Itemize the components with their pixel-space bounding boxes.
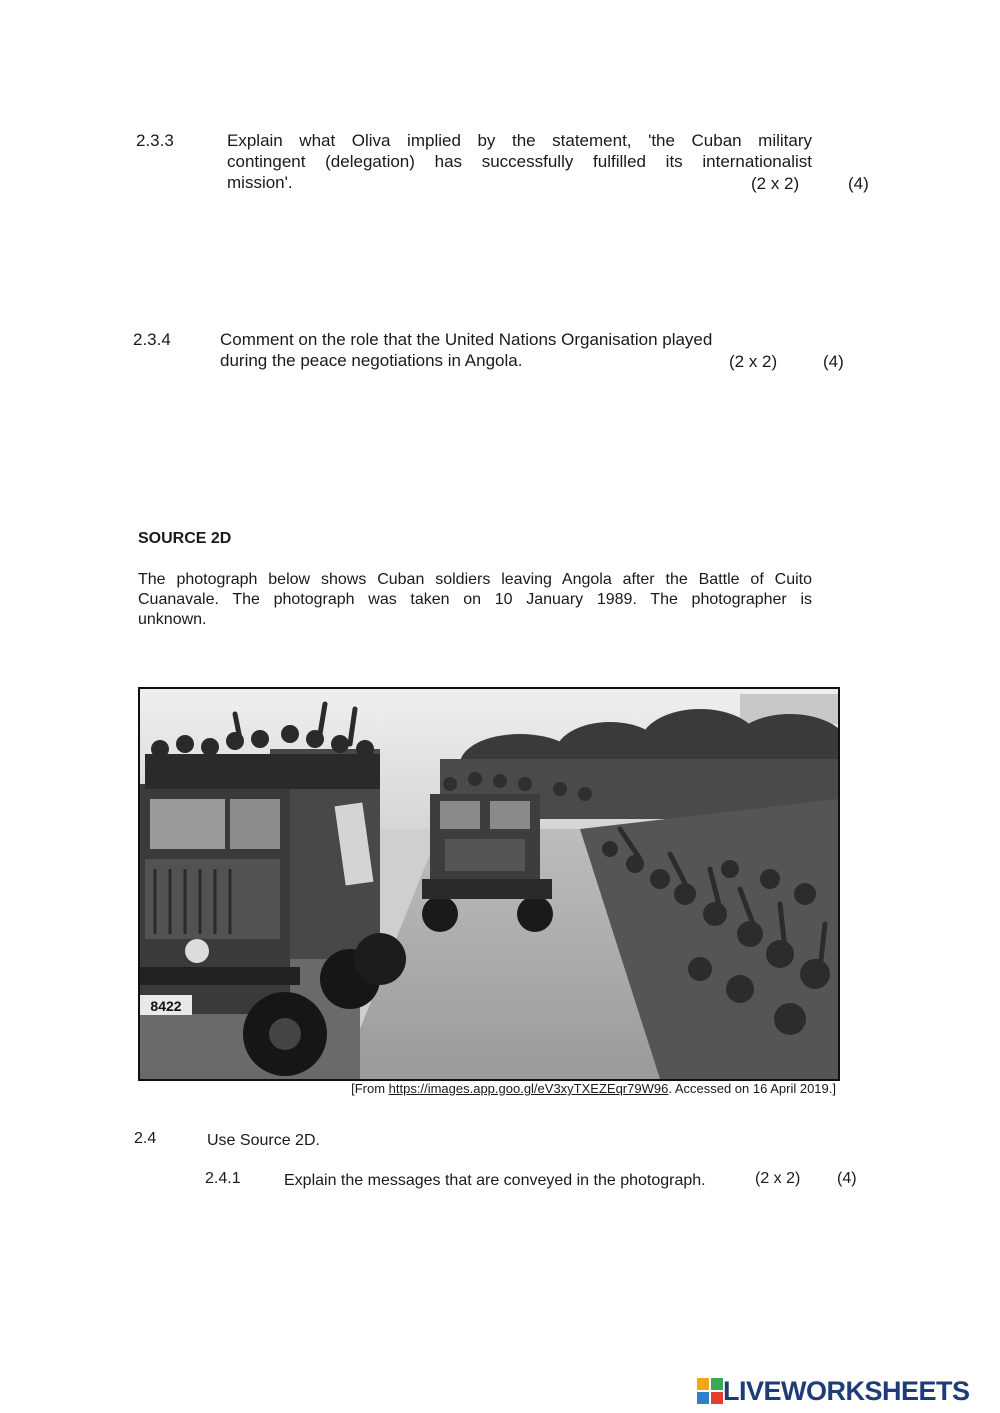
photo-caption	[138, 1081, 836, 1096]
question-number-2-3-3: 2.3.3	[136, 131, 174, 150]
question-text-2-3-3	[227, 130, 812, 193]
mark-total: (4)	[837, 1170, 857, 1187]
logo-icon	[697, 1378, 723, 1406]
source-text-line: unknown.	[138, 611, 207, 628]
source-heading: SOURCE 2D	[138, 530, 232, 547]
question-text-2-4-1: Explain the messages that are conveyed in the photograph.	[284, 1172, 706, 1189]
question-number-2-4: 2.4	[134, 1130, 157, 1147]
caption-suffix: . Accessed on 16 April 2019.]	[668, 1081, 836, 1096]
source-text-line: The photograph below shows Cuban soldiers leaving Angola after the Battle of Cuito	[138, 571, 812, 588]
mark-calculation: (2 x 2)	[755, 1170, 801, 1187]
liveworksheets-logo[interactable]	[697, 1376, 970, 1407]
mark-calculation: (2 x 2)	[729, 352, 778, 371]
mark-total: (4)	[848, 174, 869, 193]
caption-prefix: [From	[351, 1081, 389, 1096]
logo-text: LIVEWORKSHEETS	[723, 1376, 970, 1406]
question-text-line: Explain what Oliva implied by the statement, 'the Cuban military	[227, 131, 812, 150]
question-text-line: mission'.	[227, 173, 293, 192]
truck-number-plate: 8422	[150, 998, 182, 1014]
source-photograph	[138, 687, 840, 1081]
question-number-2-3-4: 2.3.4	[133, 330, 171, 349]
question-text-line: contingent (delegation) has successfully fulfilled its internationalist	[227, 152, 812, 171]
photograph-scene	[140, 689, 838, 1079]
mark-calculation: (2 x 2)	[751, 174, 800, 193]
source-description	[138, 570, 812, 630]
question-number-2-4-1: 2.4.1	[205, 1170, 241, 1187]
caption-link[interactable]: https://images.app.goo.gl/eV3xyTXEZEqr79W96	[388, 1081, 669, 1096]
question-text-line: during the peace negotiations in Angola.	[220, 351, 523, 370]
question-text-2-3-4	[220, 329, 790, 371]
question-text-line: Comment on the role that the United Nations Organisation played	[220, 330, 713, 349]
section-instruction: Use Source 2D.	[207, 1132, 320, 1149]
mark-total: (4)	[823, 352, 844, 371]
source-text-line: Cuanavale. The photograph was taken on 10 January 1989. The photographer is	[138, 591, 812, 608]
